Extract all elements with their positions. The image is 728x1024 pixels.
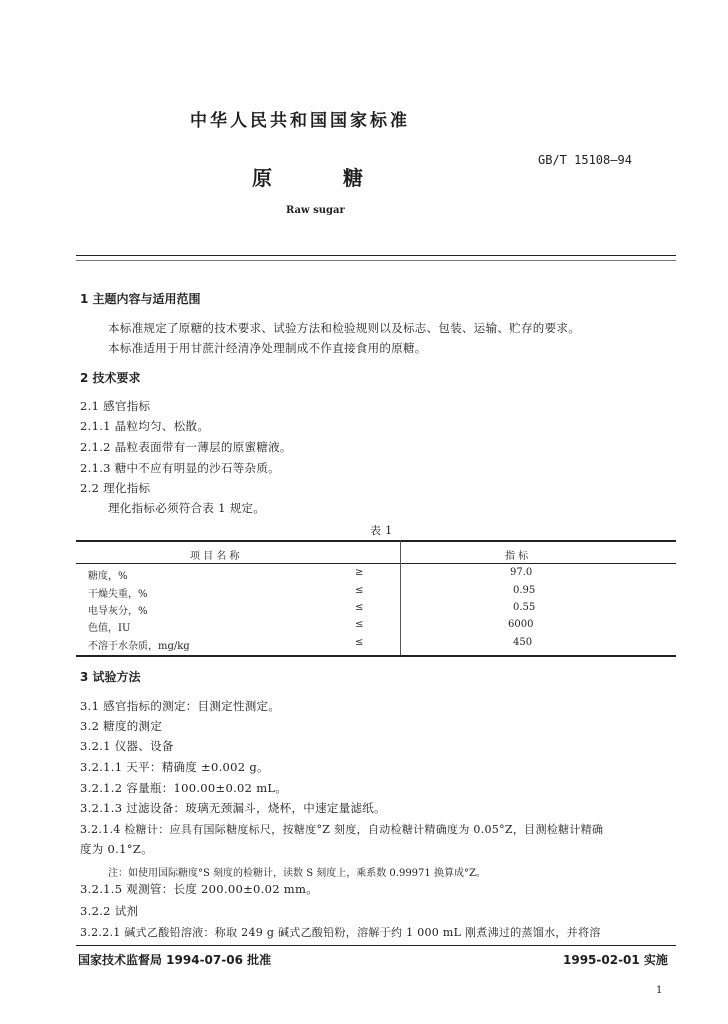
table-bottom-rule (76, 655, 676, 657)
header-rule-top (76, 255, 676, 256)
row-name: 干燥失重，% (88, 589, 148, 600)
standard-title: 中华人民共和国国家标准 (190, 111, 410, 131)
table-header-rule (76, 563, 676, 564)
row-value: 0.95 (513, 585, 536, 596)
clause-3-2-1: 3.2.1 仪器、设备 (80, 739, 174, 753)
table-column-divider (400, 541, 401, 655)
clause-3-2-1-4: 3.2.1.4 检糖计：应具有国际糖度标尺，按糖度°Z 刻度，自动检糖计精确度为 0.05°Z，目测检糖计精确 (80, 823, 604, 836)
standard-number: GB/T 15108—94 (538, 153, 632, 167)
row-operator: ≤ (355, 637, 364, 648)
clause-2-1: 2.1 感官指标 (80, 399, 151, 413)
row-value: 97.0 (510, 567, 533, 578)
section-1-paragraph-2: 本标准适用于用甘蔗汁经清净处理制成不作直接食用的原糖。 (108, 341, 427, 355)
clause-2-1-1: 2.1.1 晶粒均匀、松散。 (80, 419, 210, 433)
clause-3-2-1-2: 3.2.1.2 容量瓶：100.00±0.02 mL。 (80, 781, 288, 795)
section-1-paragraph-1: 本标准规定了原糖的技术要求、试验方法和检验规则以及标志、包装、运输、贮存的要求。 (108, 321, 580, 335)
clause-3-2-1-3: 3.2.1.3 过滤设备：玻璃无颈漏斗，烧杯，中速定量滤纸。 (80, 801, 386, 815)
clause-3-1: 3.1 感官指标的测定：目测定性测定。 (80, 699, 281, 713)
section-2-heading: 2 技术要求 (80, 371, 141, 385)
doc-title-english: Raw sugar (286, 205, 345, 216)
row-operator: ≤ (355, 619, 364, 630)
row-name: 不溶于水杂质，mg/kg (88, 641, 190, 652)
section-3-heading: 3 试验方法 (80, 670, 141, 684)
doc-title-part1: 原 (252, 166, 272, 190)
page-number: 1 (656, 985, 663, 996)
row-operator: ≥ (355, 567, 364, 578)
clause-3-2-1-4-cont: 度为 0.1°Z。 (80, 842, 153, 856)
clause-3-2: 3.2 糖度的测定 (80, 719, 163, 733)
table-1-caption: 表 1 (370, 524, 393, 537)
clause-2-1-3: 2.1.3 糖中不应有明显的沙石等杂质。 (80, 461, 280, 475)
clause-2-2: 2.2 理化指标 (80, 481, 151, 495)
header-rule-bottom (76, 260, 676, 261)
clause-2-1-2: 2.1.2 晶粒表面带有一薄层的原蜜糖液。 (80, 440, 292, 454)
row-name: 电导灰分，% (88, 606, 148, 617)
clause-3-2-1-1: 3.2.1.1 天平：精确度 ±0.002 g。 (80, 760, 269, 774)
row-name: 糖度，% (88, 571, 128, 582)
issued-by: 国家技术监督局 1994-07-06 批准 (78, 953, 272, 967)
row-value: 0.55 (513, 602, 536, 613)
row-value: 450 (513, 637, 533, 648)
doc-title-part2: 糖 (343, 166, 363, 190)
clause-2-2-text: 理化指标必须符合表 1 规定。 (108, 501, 266, 515)
effective-date: 1995-02-01 实施 (563, 953, 668, 967)
section-1-heading: 1 主题内容与适用范围 (80, 292, 201, 306)
row-value: 6000 (508, 619, 534, 630)
row-name: 色值，IU (88, 623, 131, 634)
clause-3-2-1-5: 3.2.1.5 观测管：长度 200.00±0.02 mm。 (80, 882, 318, 896)
table-top-rule (76, 540, 676, 542)
clause-3-2-2-1: 3.2.2.1 碱式乙酸铅溶液：称取 249 g 碱式乙酸铅粉，溶解于约 1 000 mL 刚煮沸过的蒸馏水，并将溶 (80, 926, 601, 939)
row-operator: ≤ (355, 585, 364, 596)
table-header-value: 指 标 (505, 551, 529, 562)
note-3-2-1-4: 注：如使用国际糖度°S 刻度的检糖计，读数 S 刻度上，乘系数 0.99971 换算成°Z。 (108, 868, 486, 879)
table-header-name: 项 目 名 称 (190, 551, 240, 562)
footer-rule (76, 945, 676, 946)
row-operator: ≤ (355, 602, 364, 613)
clause-3-2-2: 3.2.2 试剂 (80, 904, 139, 918)
